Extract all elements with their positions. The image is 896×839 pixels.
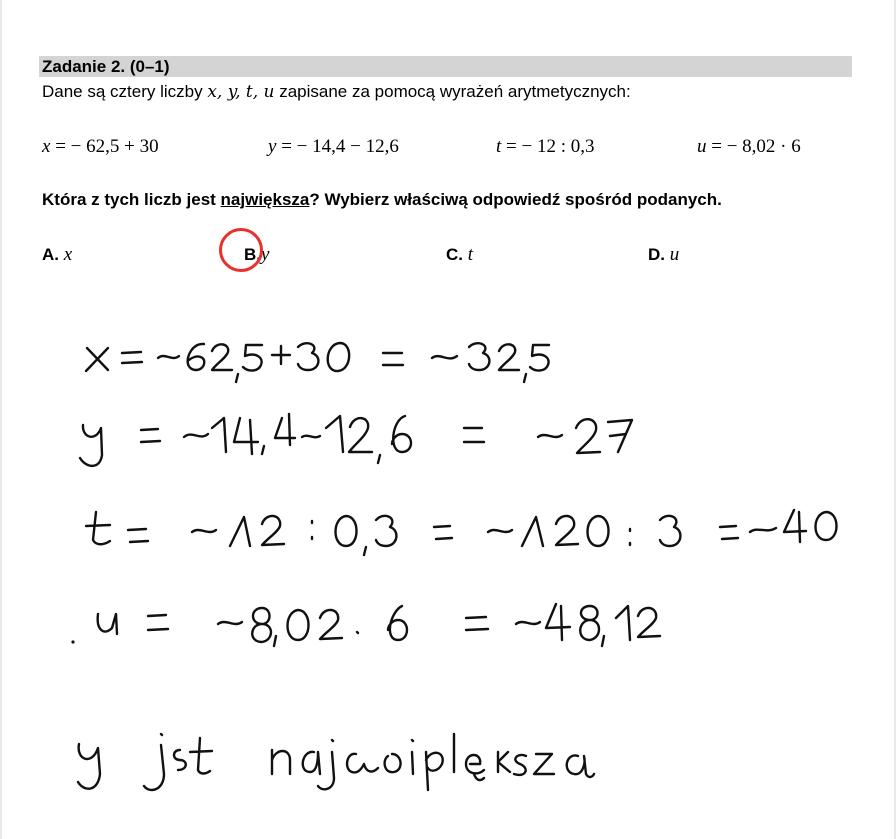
expression-body: = − 8,02 · 6 <box>706 136 801 157</box>
intro-variables: x, y, t, u <box>207 82 275 102</box>
handwritten-line-x <box>86 343 549 382</box>
task-title: Zadanie 2. (0–1) <box>42 57 170 76</box>
handwritten-line-y <box>80 414 632 466</box>
expression-body: = − 62,5 + 30 <box>50 136 159 157</box>
handwritten-line-t <box>86 510 837 555</box>
intro-text-before: Dane są cztery liczby <box>42 82 208 101</box>
expression-body: = − 14,4 − 12,6 <box>276 136 399 157</box>
ink-dot <box>71 640 74 643</box>
intro-text-after: zapisane za pomocą wyrażeń arytmetycznych: <box>274 82 631 101</box>
option-letter: C. <box>446 245 463 264</box>
expression-var: x <box>42 136 51 157</box>
option-letter: D. <box>648 245 665 264</box>
option-var: y <box>261 244 270 265</box>
expression-var: u <box>697 136 707 157</box>
handwritten-conclusion <box>78 734 594 790</box>
option-letter: A. <box>42 245 59 264</box>
question-after: ? Wybierz właściwą odpowiedź spośród podanych. <box>309 190 722 209</box>
option-var: t <box>467 244 474 265</box>
option-var: u <box>669 244 680 265</box>
expression-body: = − 12 : 0,3 <box>501 136 595 157</box>
expression-var: t <box>496 136 502 157</box>
handwritten-line-u <box>98 604 660 646</box>
option-letter: B. <box>244 245 261 264</box>
option-var: x <box>63 244 73 265</box>
question-emphasis: największa <box>220 190 310 209</box>
expression-var: y <box>268 136 277 157</box>
question-before: Która z tych liczb jest <box>42 190 221 209</box>
